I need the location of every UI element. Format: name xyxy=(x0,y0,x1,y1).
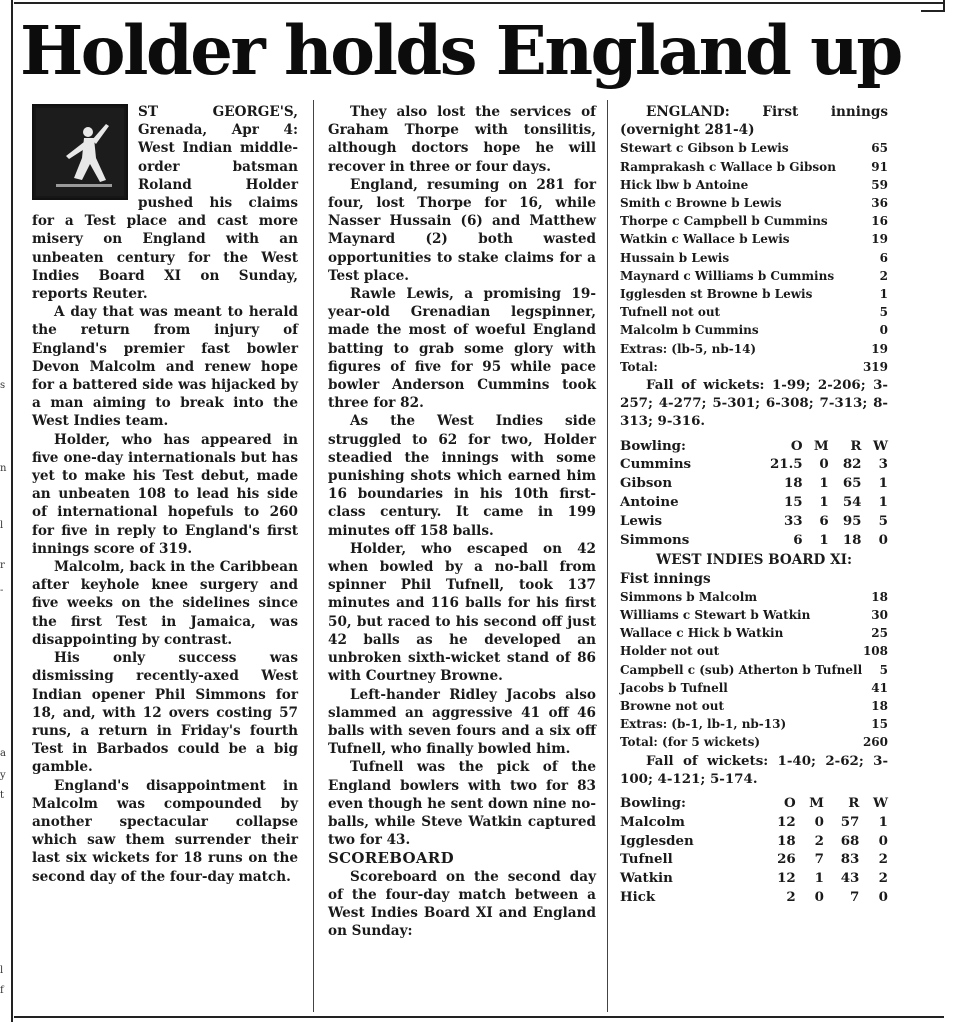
bowling-figure: 0 xyxy=(814,813,824,830)
bowling-figure: 18 xyxy=(777,832,796,849)
batsman-entry: Malcolm b Cummins xyxy=(620,323,759,338)
bowling-header-cell: W xyxy=(872,437,888,454)
batting-row xyxy=(620,249,888,267)
bowling-row xyxy=(620,531,888,550)
article-paragraph: West Indian middle-order batsman Roland Holder pushed his claims for a Test place and cast more misery on England with an unbeaten century for the West Indies Board XI on Sunday, reports Reuter. xyxy=(32,140,298,303)
bowling-figure: 6 xyxy=(793,531,803,548)
bowler-name: Malcolm xyxy=(620,813,685,830)
cricketer-photo xyxy=(32,104,128,200)
england-batting-list xyxy=(620,139,888,376)
batsman-entry: Smith c Browne b Lewis xyxy=(620,196,782,211)
bowling-row xyxy=(620,455,888,474)
article-paragraph: England, resuming on 281 for four, lost Thorpe for 16, while Nasser Hussain (6) and Matthew Maynard (2) both wasted opportunities to stake claims for a Test place. xyxy=(328,176,596,284)
batting-row xyxy=(620,267,888,285)
batting-row xyxy=(620,176,888,194)
bowling-figure: 0 xyxy=(819,456,829,473)
edge-fragment: f xyxy=(0,985,4,996)
batsman-entry: Williams c Stewart b Watkin xyxy=(620,608,811,623)
bowler-name: Hick xyxy=(620,889,656,906)
bowling-figure: 26 xyxy=(777,851,796,868)
headline: Holder holds England up xyxy=(20,11,901,90)
bowling-header-row xyxy=(620,794,888,813)
batsman-entry: Stewart c Gibson b Lewis xyxy=(620,141,789,156)
batting-row xyxy=(620,679,888,697)
bowling-figure: 12 xyxy=(777,813,796,830)
bowling-header-cell: M xyxy=(809,795,824,812)
runs-value: 18 xyxy=(871,699,888,714)
batting-row xyxy=(620,340,888,358)
runs-value: 18 xyxy=(871,589,888,604)
bowling-figure: 6 xyxy=(819,512,829,529)
bowling-figure: 2 xyxy=(878,870,888,887)
runs-value: 25 xyxy=(871,626,888,641)
batting-row xyxy=(620,606,888,624)
runs-value: 16 xyxy=(871,214,888,229)
bowling-figure: 12 xyxy=(777,870,796,887)
batsman-entry: Hussain b Lewis xyxy=(620,250,730,265)
batsman-entry: Ramprakash c Wallace b Gibson xyxy=(620,159,836,174)
batsman-entry: Hick lbw b Antoine xyxy=(620,177,749,192)
article-paragraph: Rawle Lewis, a promising 19-year-old Grenadian legspinner, made the most of woeful England batting to grab some glory with figures of five for 95 while pace bowler Anderson Cummins took three for 82. xyxy=(328,286,596,412)
bowler-name: Cummins xyxy=(620,456,692,473)
bowling-figure: 65 xyxy=(842,475,862,492)
batting-row xyxy=(620,624,888,642)
bowling-header-cell: O xyxy=(784,795,796,812)
edge-fragment: t xyxy=(0,790,5,801)
batting-row xyxy=(620,158,888,176)
batsman-entry: Thorpe c Campbell b Cummins xyxy=(620,214,828,229)
article-paragraph: Tufnell was the pick of the England bowlers with two for 83 even though he sent down nine no-balls, while Steve Watkin captured two for 43. xyxy=(328,759,596,849)
batsman-entry: Extras: (b-1, lb-1, nb-13) xyxy=(620,717,787,732)
batsman-silhouette-icon xyxy=(36,108,124,196)
bowling-figure: 57 xyxy=(840,813,860,830)
edge-fragment: a xyxy=(0,748,6,759)
bowling-figure: 15 xyxy=(783,494,803,511)
bowling-row xyxy=(620,474,888,493)
scoreboard-intro: Scoreboard on the second day of the four-day match between a West Indies Board XI and England on Sunday: xyxy=(328,868,596,940)
batsman-entry: Igglesden st Browne b Lewis xyxy=(620,287,813,302)
article-paragraph: They also lost the services of Graham Thorpe with tonsilitis, although doctors hope he will recover in three or four days. xyxy=(328,104,596,175)
bowling-figure: 68 xyxy=(840,832,860,849)
england-heading: ENGLAND: xyxy=(646,104,730,120)
bowling-figure: 82 xyxy=(842,456,862,473)
batsman-entry: Campbell c (sub) Atherton b Tufnell xyxy=(620,662,863,677)
batting-row xyxy=(620,642,888,660)
runs-value: 36 xyxy=(871,196,888,211)
batting-row xyxy=(620,733,888,751)
edge-fragment: l xyxy=(0,520,4,531)
bowling-figure: 0 xyxy=(878,531,888,548)
batsman-entry: Wallace c Hick b Watkin xyxy=(620,626,784,641)
article-paragraph: As the West Indies side struggled to 62 for two, Holder steadied the innings with some punishing shots which earned him 16 boundaries in his 10th first-class century. It came in 199 minutes off 158 balls. xyxy=(328,413,596,539)
bowling-figure: 18 xyxy=(783,475,803,492)
bowling-figure: 83 xyxy=(840,851,860,868)
batting-row xyxy=(620,212,888,230)
bowling-header-cell: M xyxy=(813,437,829,454)
runs-value: 5 xyxy=(879,305,888,320)
bowling-figure: 1 xyxy=(878,494,888,511)
article-paragraph: Holder, who has appeared in five one-day internationals but has yet to make his Test debut, made an unbeaten 108 to lead his side of international hopefuls to 260 for five in reply to England's first innings score of 319. xyxy=(32,431,298,557)
bowling-figure: 0 xyxy=(878,889,888,906)
bowling-figure: 2 xyxy=(814,832,824,849)
england-bowling-table xyxy=(620,437,888,550)
margin-rule xyxy=(11,0,13,1022)
bowling-figure: 33 xyxy=(783,512,803,529)
batsman-entry: Watkin c Wallace b Lewis xyxy=(620,232,790,247)
runs-value: 0 xyxy=(879,323,888,338)
batting-row xyxy=(620,661,888,679)
article-paragraph: A day that was meant to herald the return from injury of England's premier fast bowler Devon Malcolm and renew hope for a battered side was hijacked by a man aiming to break into the West Indies team. xyxy=(32,304,298,430)
edge-fragment: n xyxy=(0,463,7,474)
batting-row xyxy=(620,285,888,303)
bowling-header-cell: R xyxy=(848,795,860,812)
batsman-entry: Maynard c Williams b Cummins xyxy=(620,268,835,283)
top-rule xyxy=(14,2,944,4)
runs-value: 260 xyxy=(862,735,888,750)
runs-value: 2 xyxy=(879,268,888,283)
bowling-figure: 2 xyxy=(786,889,796,906)
bowling-figure: 1 xyxy=(878,475,888,492)
bowling-header-cell: O xyxy=(790,437,803,454)
bowler-name: Simmons xyxy=(620,531,690,548)
batting-row xyxy=(620,194,888,212)
bowling-figure: 1 xyxy=(819,531,829,548)
bowling-figure: 2 xyxy=(878,851,888,868)
batsman-entry: Holder not out xyxy=(620,644,720,659)
bowler-name: Gibson xyxy=(620,475,673,492)
west-indies-innings-label: Fist innings xyxy=(620,570,711,587)
bowling-figure: 0 xyxy=(814,889,824,906)
article-paragraph: Holder, who escaped on 42 when bowled by a no-ball from spinner Phil Tufnell, took 137 minutes and 116 balls for his first 50, but raced to his second off just 42 balls as he developed an unbroken sixth-wicket stand of 86 with Courtney Browne. xyxy=(328,540,596,685)
edge-fragment: r xyxy=(0,560,5,571)
runs-value: 19 xyxy=(871,232,888,247)
bowler-name: Tufnell xyxy=(620,851,673,868)
bowling-header-cell: Bowling: xyxy=(620,795,686,812)
bowling-figure: 21.5 xyxy=(769,456,803,473)
article-paragraph: England's disappointment in Malcolm was compounded by another spectacular collapse which saw them surrender their last six wickets for 18 runs on the second day of the four-day match. xyxy=(32,777,298,885)
column-rule xyxy=(607,100,608,1012)
runs-value: 1 xyxy=(879,287,888,302)
runs-value: 6 xyxy=(879,250,888,265)
runs-value: 91 xyxy=(871,159,888,174)
bowling-figure: 54 xyxy=(842,494,862,511)
runs-value: 59 xyxy=(871,177,888,192)
bowling-row xyxy=(620,888,888,907)
bowling-row xyxy=(620,512,888,531)
bowling-row xyxy=(620,493,888,512)
edge-fragment: l xyxy=(0,965,4,976)
bowling-header-cell: W xyxy=(872,795,888,812)
article-paragraph: His only success was dismissing recently-axed West Indian opener Phil Simmons for 18, and, with 12 overs costing 57 runs, a return in Friday's fourth Test in Barbados could be a big gamble. xyxy=(32,650,298,776)
batsman-entry: Total: (for 5 wickets) xyxy=(620,735,761,750)
bowling-header-cell: R xyxy=(850,437,862,454)
bowling-row xyxy=(620,869,888,888)
bowler-name: Watkin xyxy=(620,870,673,887)
runs-value: 19 xyxy=(871,341,888,356)
bowler-name: Antoine xyxy=(620,494,679,511)
runs-value: 65 xyxy=(871,141,888,156)
edge-fragment: - xyxy=(0,585,4,596)
batsman-entry: Simmons b Malcolm xyxy=(620,589,758,604)
page-margin xyxy=(0,0,16,1022)
bottom-rule xyxy=(14,1016,944,1018)
bowling-row xyxy=(620,813,888,832)
bowling-row xyxy=(620,832,888,851)
bowling-header-cell: Bowling: xyxy=(620,437,686,454)
runs-value: 108 xyxy=(862,644,888,659)
lead-paragraph xyxy=(32,103,298,303)
bowling-figure: 3 xyxy=(878,456,888,473)
batsman-entry: Tufnell not out xyxy=(620,305,721,320)
runs-value: 15 xyxy=(871,717,888,732)
article-paragraph: Malcolm, back in the Caribbean after keyhole knee surgery and five weeks on the sidelines since the first Test in Jamaica, was disappointing by contrast. xyxy=(32,559,298,648)
batting-row xyxy=(620,139,888,157)
bowling-figure: 43 xyxy=(840,870,860,887)
west-indies-batting-list xyxy=(620,588,888,752)
england-fall-of-wickets: Fall of wickets: 1-99; 2-206; 3-257; 4-277; 5-301; 6-308; 7-313; 8-313; 9-316. xyxy=(620,377,888,430)
column-rule xyxy=(313,100,314,1012)
batting-row xyxy=(620,358,888,376)
west-indies-fall-of-wickets: Fall of wickets: 1-40; 2-62; 3-100; 4-121; 5-174. xyxy=(620,752,888,787)
batsman-entry: Extras: (lb-5, nb-14) xyxy=(620,341,757,356)
bowling-figure: 7 xyxy=(814,851,824,868)
scoreboard-heading: SCOREBOARD xyxy=(328,849,454,868)
west-indies-heading: WEST INDIES BOARD XI: xyxy=(655,552,852,569)
bowler-name: Lewis xyxy=(620,512,663,529)
batting-row xyxy=(620,697,888,715)
edge-fragment: s xyxy=(0,380,6,391)
england-innings-title xyxy=(620,103,888,139)
bowling-figure: 1 xyxy=(878,813,888,830)
west-indies-bowling-table xyxy=(620,794,888,907)
bowling-figure: 1 xyxy=(814,870,824,887)
bowling-figure: 0 xyxy=(878,832,888,849)
bowling-figure: 1 xyxy=(819,494,829,511)
bowling-figure: 7 xyxy=(850,889,860,906)
scoreboard-column xyxy=(620,103,888,907)
article-column-1 xyxy=(32,103,298,886)
edge-fragment: y xyxy=(0,770,6,781)
batting-row xyxy=(620,303,888,321)
bowler-name: Igglesden xyxy=(620,832,694,849)
bowling-figure: 1 xyxy=(819,475,829,492)
article-paragraph: Left-hander Ridley Jacobs also slammed an aggressive 41 off 46 balls with seven fours and a six off Tufnell, who finally bowled him. xyxy=(328,686,596,758)
batting-row xyxy=(620,715,888,733)
runs-value: 41 xyxy=(871,680,888,695)
runs-value: 30 xyxy=(871,608,888,623)
bowling-figure: 5 xyxy=(878,512,888,529)
batsman-entry: Jacobs b Tufnell xyxy=(620,680,728,695)
batting-row xyxy=(620,321,888,339)
batsman-entry: Browne not out xyxy=(620,699,725,714)
england-innings-label: First innings (overnight 281-4) xyxy=(620,104,888,139)
bowling-figure: 95 xyxy=(842,512,862,529)
bowling-row xyxy=(620,850,888,869)
runs-value: 319 xyxy=(862,359,888,374)
runs-value: 5 xyxy=(879,662,888,677)
bowling-header-row xyxy=(620,437,888,456)
batting-row xyxy=(620,588,888,606)
article-column-2 xyxy=(328,103,596,940)
batting-row xyxy=(620,230,888,248)
corner-mark xyxy=(921,0,945,12)
bowling-figure: 18 xyxy=(842,531,862,548)
dateline: ST GEORGE'S, Grenada, Apr 4: xyxy=(138,104,298,139)
batsman-entry: Total: xyxy=(620,359,658,374)
